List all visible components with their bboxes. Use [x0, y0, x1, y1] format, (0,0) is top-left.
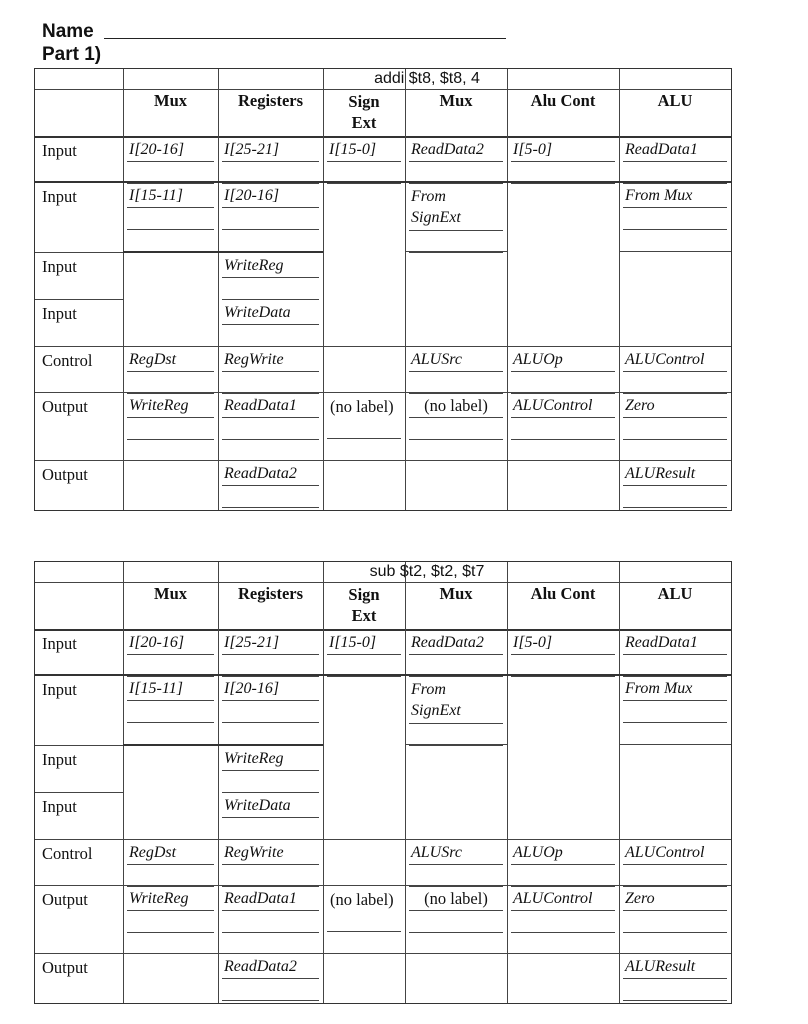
column-header-mux1: Mux	[154, 584, 187, 603]
column-header-registers: Registers	[237, 91, 304, 110]
cell-registers-6: ReadData2	[224, 465, 297, 482]
answer-field-mux1-2[interactable]	[127, 886, 214, 887]
cell-registers-4: RegWrite	[224, 351, 284, 368]
answer-field-mux2-1[interactable]	[409, 252, 503, 253]
answer-field-mux2-0[interactable]	[409, 183, 503, 184]
answer-field-mux1-3[interactable]	[127, 439, 214, 440]
cell-alu-1: From Mux	[625, 187, 693, 204]
answer-field-alu-2[interactable]	[623, 886, 727, 887]
cell-signext-0: I[15-0]	[329, 634, 377, 651]
cell-alu-1: From Mux	[625, 680, 693, 697]
cell-registers-3: WriteData	[224, 797, 291, 814]
cell-mux2-0: ReadData2	[411, 634, 484, 651]
answer-field-alu-3[interactable]	[623, 439, 727, 440]
cell-alucont-0: I[5-0]	[513, 141, 553, 158]
answer-field-alu-4[interactable]	[623, 507, 727, 508]
row-label-2: Input	[42, 257, 77, 276]
cell-signext-0: I[15-0]	[329, 141, 377, 158]
answer-field-mux1-0[interactable]	[127, 183, 214, 184]
answer-field-alu-1[interactable]	[623, 722, 727, 723]
row-label-3: Input	[42, 797, 77, 816]
row-label-0: Input	[42, 141, 77, 160]
answer-field-registers-5[interactable]	[222, 439, 319, 440]
row-label-6: Output	[42, 958, 88, 977]
cell-signext-1: (no label)	[330, 890, 394, 909]
cell-mux1-1: I[15-11]	[129, 680, 183, 697]
column-header-signext: Sign Ext	[348, 92, 380, 132]
cell-mux2-0: ReadData2	[411, 141, 484, 158]
cell-mux2-1: From SignExt	[411, 188, 461, 226]
column-header-alucont: Alu Cont	[530, 584, 596, 603]
row-label-4: Control	[42, 351, 93, 370]
answer-field-signext-0[interactable]	[327, 676, 401, 677]
instruction-title: addi $t8, $t8, 4	[374, 70, 480, 87]
row-label-5: Output	[42, 397, 88, 416]
answer-field-alucont-2[interactable]	[511, 439, 615, 440]
column-header-mux2: Mux	[439, 91, 473, 110]
cell-alu-2: ALUControl	[625, 844, 705, 861]
column-header-mux1: Mux	[154, 91, 187, 110]
answer-field-signext-0[interactable]	[327, 183, 401, 184]
row-label-4: Control	[42, 844, 93, 863]
cell-mux1-3: WriteReg	[129, 397, 189, 414]
answer-field-mux2-0[interactable]	[409, 676, 503, 677]
row-label-0: Input	[42, 634, 77, 653]
cell-mux2-3: (no label)	[424, 396, 488, 415]
cell-mux2-2: ALUSrc	[411, 351, 462, 368]
answer-field-mux1-0[interactable]	[127, 676, 214, 677]
answer-field-alu-2[interactable]	[623, 393, 727, 394]
instruction-title: sub $t2, $t2, $t7	[369, 563, 485, 580]
cell-alucont-1: ALUOp	[513, 351, 563, 368]
row-label-2: Input	[42, 750, 77, 769]
answer-field-registers-4[interactable]	[222, 886, 319, 887]
cell-mux1-0: I[20-16]	[129, 141, 185, 158]
cell-alu-4: ALUResult	[625, 465, 696, 482]
cell-mux1-1: I[15-11]	[129, 187, 183, 204]
column-header-signext: Sign Ext	[348, 585, 380, 625]
column-header-alu: ALU	[657, 584, 693, 603]
answer-field-alucont-1[interactable]	[511, 886, 615, 887]
cell-mux2-2: ALUSrc	[411, 844, 462, 861]
answer-field-alu-0[interactable]	[623, 183, 727, 184]
column-header-alucont: Alu Cont	[530, 91, 596, 110]
answer-field-registers-2[interactable]	[222, 299, 319, 300]
cell-registers-0: I[25-21]	[224, 634, 280, 651]
column-header-registers: Registers	[237, 584, 304, 603]
answer-field-mux2-2[interactable]	[409, 393, 503, 394]
answer-field-mux1-1[interactable]	[127, 722, 214, 723]
column-header-mux2: Mux	[439, 584, 473, 603]
row-label-3: Input	[42, 304, 77, 323]
cell-alucont-2: ALUControl	[513, 890, 593, 907]
cell-alu-2: ALUControl	[625, 351, 705, 368]
name-label: Name	[42, 21, 94, 42]
cell-registers-1: I[20-16]	[224, 680, 280, 697]
cell-mux1-3: WriteReg	[129, 890, 189, 907]
answer-field-alu-0[interactable]	[623, 676, 727, 677]
worksheet-table-sub	[34, 561, 732, 1004]
row-label-5: Output	[42, 890, 88, 909]
cell-alu-0: ReadData1	[625, 634, 698, 651]
worksheet-table-addi	[34, 68, 732, 511]
answer-field-mux1-3[interactable]	[127, 932, 214, 933]
cell-registers-1: I[20-16]	[224, 187, 280, 204]
answer-field-mux1-2[interactable]	[127, 393, 214, 394]
answer-field-alu-3[interactable]	[623, 932, 727, 933]
answer-field-registers-2[interactable]	[222, 792, 319, 793]
answer-field-mux2-2[interactable]	[409, 886, 503, 887]
cell-alucont-1: ALUOp	[513, 844, 563, 861]
answer-field-mux2-3[interactable]	[409, 932, 503, 933]
cell-mux1-2: RegDst	[129, 844, 177, 861]
cell-alu-4: ALUResult	[625, 958, 696, 975]
name-field[interactable]	[104, 38, 506, 39]
answer-field-registers-1[interactable]	[222, 229, 319, 230]
cell-alu-3: Zero	[625, 890, 655, 907]
answer-field-alu-1[interactable]	[623, 229, 727, 230]
answer-field-mux2-3[interactable]	[409, 439, 503, 440]
cell-registers-5: ReadData1	[224, 397, 297, 414]
cell-signext-1: (no label)	[330, 397, 394, 416]
cell-registers-3: WriteData	[224, 304, 291, 321]
row-label-6: Output	[42, 465, 88, 484]
cell-registers-5: ReadData1	[224, 890, 297, 907]
answer-field-registers-0[interactable]	[222, 676, 319, 677]
cell-registers-6: ReadData2	[224, 958, 297, 975]
answer-field-mux1-1[interactable]	[127, 229, 214, 230]
column-header-alu: ALU	[657, 91, 693, 110]
cell-registers-0: I[25-21]	[224, 141, 280, 158]
answer-field-alucont-2[interactable]	[511, 932, 615, 933]
cell-alucont-0: I[5-0]	[513, 634, 553, 651]
answer-field-registers-6[interactable]	[222, 1000, 319, 1001]
cell-registers-2: WriteReg	[224, 750, 284, 767]
answer-field-registers-1[interactable]	[222, 722, 319, 723]
answer-field-alu-4[interactable]	[623, 1000, 727, 1001]
answer-field-alucont-0[interactable]	[511, 183, 615, 184]
part-label: Part 1)	[42, 44, 102, 65]
answer-field-registers-0[interactable]	[222, 183, 319, 184]
answer-field-alucont-1[interactable]	[511, 393, 615, 394]
cell-registers-2: WriteReg	[224, 257, 284, 274]
row-label-1: Input	[42, 680, 77, 699]
cell-alucont-2: ALUControl	[513, 397, 593, 414]
cell-registers-4: RegWrite	[224, 844, 284, 861]
cell-mux1-0: I[20-16]	[129, 634, 185, 651]
cell-alu-3: Zero	[625, 397, 655, 414]
answer-field-registers-5[interactable]	[222, 932, 319, 933]
cell-mux1-2: RegDst	[129, 351, 177, 368]
answer-field-registers-4[interactable]	[222, 393, 319, 394]
answer-field-alucont-0[interactable]	[511, 676, 615, 677]
answer-field-registers-6[interactable]	[222, 507, 319, 508]
cell-alu-0: ReadData1	[625, 141, 698, 158]
cell-mux2-1: From SignExt	[411, 681, 461, 719]
answer-field-mux2-1[interactable]	[409, 745, 503, 746]
row-label-1: Input	[42, 187, 77, 206]
cell-mux2-3: (no label)	[424, 889, 488, 908]
